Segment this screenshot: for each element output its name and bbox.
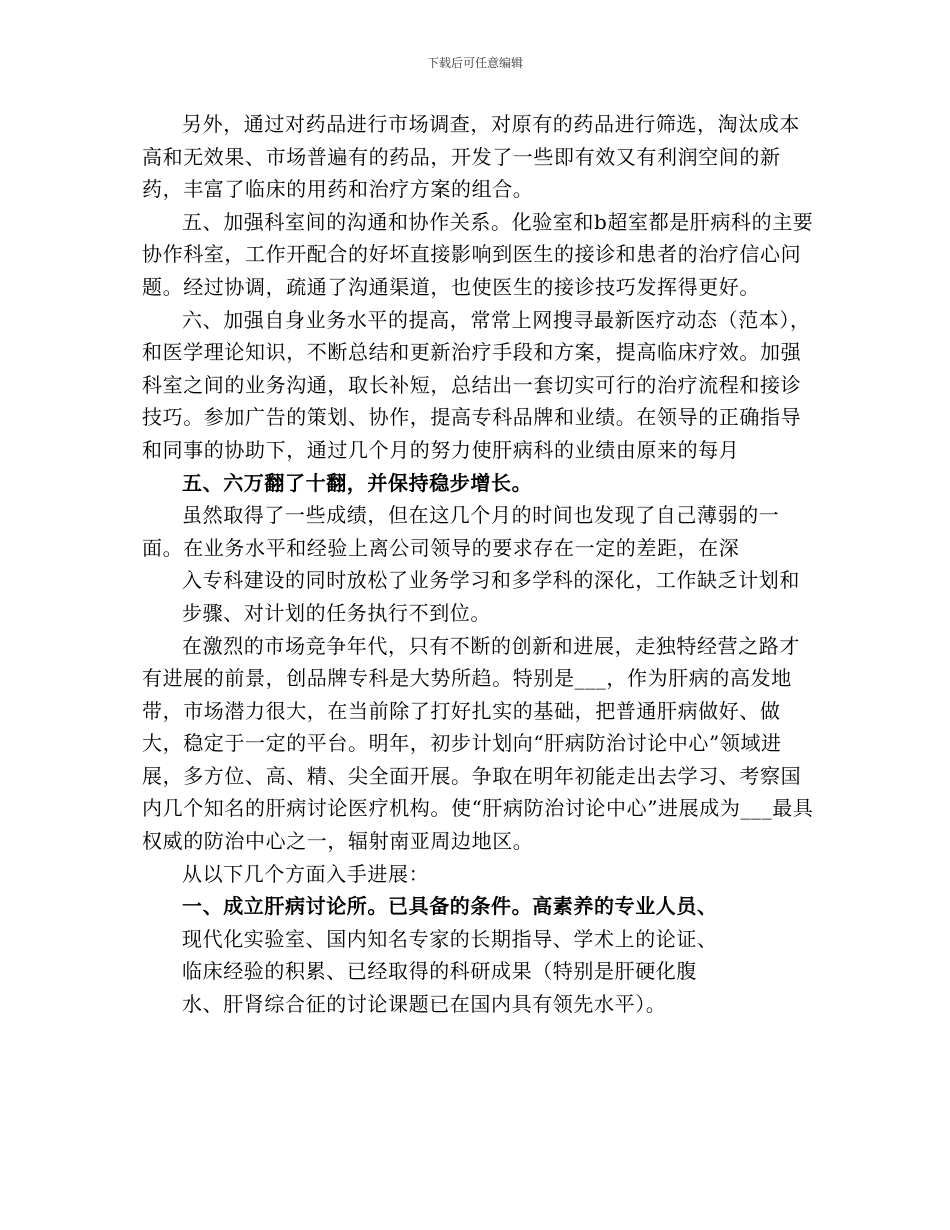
paragraph-future-plan: 在激烈的市场竞争年代，只有不断的创新和进展，走独特经营之路才有进展的前景，创品牌专科是大势所趋。特别是___，作为肝病的高发地带，市场潜力很大，在当前除了打好扎实的基础，把普通肝病做好、做大，稳定于一定的平台。明年，初步计划向“肝病防治讨论中心”领域进展，多方位、高、精、尖全面开展。争取在明年初能走出去学习、考察国内几个知名的肝病讨论医疗机构。使“肝病防治讨论中心”进展成为___最具权威的防治中心之一，辐射南亚周边地区。 <box>142 633 814 854</box>
paragraph-shortcomings-continued: 入专科建设的同时放松了业务学习和多学科的深化，工作缺乏计划和步骤、对计划的任务执行不到位。 <box>182 568 800 625</box>
section-heading-institute: 一、成立肝病讨论所。已具备的条件。高素养的专业人员、 <box>182 894 718 919</box>
document-body <box>142 108 818 1021</box>
paragraph-approach-intro: 从以下几个方面入手进展： <box>182 861 430 886</box>
paragraph-skill-improvement: 六、加强自身业务水平的提高，常常上网搜寻最新医疗动态（范本），和医学理论知识，不断总结和更新治疗手段和方案，提高临床疗效。加强科室之间的业务沟通，取长补短，总结出一套切实可行的治疗流程和接诊技巧。参加广告的策划、协作，提高专科品牌和业绩。在领导的正确指导和同事的协助下，通过几个月的努力使肝病科的业绩由原来的每月 <box>142 307 811 462</box>
page-header: 下载后可任意编辑 <box>426 56 523 70</box>
paragraph-drug-screening: 另外，通过对药品进行市场调查，对原有的药品进行筛选，淘汰成本高和无效果、市场普遍有的药品，开发了一些即有效又有利润空间的新药，丰富了临床的用药和治疗方案的组合。 <box>142 112 800 202</box>
paragraph-institute-conditions: 现代化实验室、国内知名专家的长期指导、学术上的论证、临床经验的积累、已经取得的科研成果（特别是肝硬化腹水、肝肾综合征的讨论课题已在国内具有领先水平）。 <box>182 926 718 1017</box>
paragraph-department-cooperation: 五、加强科室间的沟通和协作关系。化验室和b超室都是肝病科的主要协作科室，工作开配合的好坏直接影响到医生的接诊和患者的治疗信心问题。经过协调，疏通了沟通渠道，也使医生的接诊技巧发挥得更好。 <box>142 209 814 299</box>
paragraph-shortcomings: 虽然取得了一些成绩，但在这几个月的时间也发现了自己薄弱的一面。在业务水平和经验上离公司领导的要求存在一定的差距，在深 <box>142 503 780 560</box>
paragraph-performance-growth: 五、六万翻了十翻，并保持稳步增长。 <box>182 470 533 495</box>
